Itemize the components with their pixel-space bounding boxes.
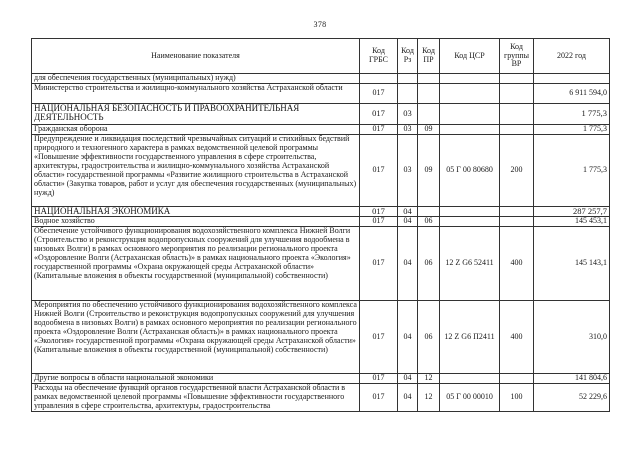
row-amount: 52 229,6 (534, 384, 610, 412)
row-name: Мероприятия по обеспечению устойчивого функционирования водохозяйственного комплекса Нижней Волги (Строительство и реконструкция водопропускных сооружений для улучшения водообмена в низовьях Волги) в рамках основного мероприятия по реализации регионального проекта «Оздоровление Волги (Астраханская область)» в рамках национального проекта «Экология» государственной программы «Охрана окружающей среды Астраханской области» (Капитальные вложения в объекты государственной (муниципальной) собственности) (32, 301, 360, 374)
row-vr (500, 206, 534, 217)
row-name: НАЦИОНАЛЬНАЯ ЭКОНОМИКА (32, 206, 360, 217)
row-pr (418, 83, 440, 103)
table-row (32, 124, 610, 134)
row-grbs (360, 74, 398, 84)
row-rz: 04 (398, 206, 418, 217)
row-csr: 05 Г 00 80680 (440, 134, 500, 206)
row-vr: 400 (500, 301, 534, 374)
row-csr (440, 217, 500, 227)
table-row (32, 217, 610, 227)
table-row (32, 74, 610, 84)
row-pr: 09 (418, 124, 440, 134)
row-name: Водное хозяйство (32, 217, 360, 227)
row-csr: 12 Z G6 П2411 (440, 301, 500, 374)
row-rz: 04 (398, 227, 418, 301)
row-amount: 145 143,1 (534, 227, 610, 301)
table-row (32, 227, 610, 301)
row-rz: 04 (398, 374, 418, 384)
budget-table (31, 38, 610, 412)
row-amount: 1 775,3 (534, 124, 610, 134)
header-year: 2022 год (534, 39, 610, 74)
row-amount: 141 804,6 (534, 374, 610, 384)
row-csr (440, 83, 500, 103)
row-vr: 100 (500, 384, 534, 412)
row-vr: 400 (500, 227, 534, 301)
row-csr (440, 374, 500, 384)
row-grbs: 017 (360, 227, 398, 301)
row-pr: 12 (418, 384, 440, 412)
table-row (32, 134, 610, 206)
header-name: Наименование показателя (32, 39, 360, 74)
row-name: Предупреждение и ликвидация последствий чрезвычайных ситуаций и стихийных бедствий природного и техногенного характера в рамках ведомственной целевой программы «Повышение эффективности государственного управления в сфере строительства, архитектуры, градостроительства и жилищно-коммунального хозяйства Астраханской области» государственной программы «Развитие жилищного строительства в Астраханской области» (Закупка товаров, работ и услуг для обеспечения государственных (муниципальных) нужд) (32, 134, 360, 206)
header-grbs: Код ГРБС (360, 39, 398, 74)
row-grbs: 017 (360, 103, 398, 124)
row-csr (440, 206, 500, 217)
row-csr (440, 103, 500, 124)
row-vr (500, 103, 534, 124)
row-name: Расходы на обеспечение функций органов государственной власти Астраханской области в рамках ведомственной целевой программы «Повышение эффективности государственного управления в сфере строительства, архитектуры, градостроительства (32, 384, 360, 412)
row-pr: 09 (418, 134, 440, 206)
row-grbs: 017 (360, 374, 398, 384)
row-grbs: 017 (360, 83, 398, 103)
row-name: НАЦИОНАЛЬНАЯ БЕЗОПАСНОСТЬ И ПРАВООХРАНИТЕЛЬНАЯ ДЕЯТЕЛЬНОСТЬ (32, 103, 360, 124)
row-name: Гражданская оборона (32, 124, 360, 134)
row-rz: 04 (398, 301, 418, 374)
header-vr: Код группы ВР (500, 39, 534, 74)
row-rz: 03 (398, 124, 418, 134)
row-vr (500, 374, 534, 384)
row-pr: 06 (418, 217, 440, 227)
row-pr: 06 (418, 301, 440, 374)
row-rz (398, 83, 418, 103)
table-header (32, 39, 610, 74)
row-name: Министерство строительства и жилищно-коммунального хозяйства Астраханской области (32, 83, 360, 103)
table-row (32, 301, 610, 374)
header-pr: Код ПР (418, 39, 440, 74)
row-csr (440, 74, 500, 84)
row-pr: 06 (418, 227, 440, 301)
row-vr (500, 83, 534, 103)
row-amount (534, 74, 610, 84)
row-vr (500, 74, 534, 84)
header-rz: Код Рз (398, 39, 418, 74)
row-amount: 6 911 594,0 (534, 83, 610, 103)
row-rz: 04 (398, 384, 418, 412)
row-vr (500, 124, 534, 134)
row-grbs: 017 (360, 134, 398, 206)
row-pr: 12 (418, 374, 440, 384)
row-amount: 287 257,7 (534, 206, 610, 217)
row-csr: 12 Z G6 52411 (440, 227, 500, 301)
row-rz (398, 74, 418, 84)
row-name: Обеспечение устойчивого функционирования водохозяйственного комплекса Нижней Волги (Строительство и реконструкция водопропускных сооружений для улучшения водообмена в низовьях Волги) в рамках основного мероприятия по реализации регионального проекта «Оздоровление Волги (Астраханская область)» в рамках национального проекта «Экология» государственной программы «Охрана окружающей среды Астраханской области» (Капитальные вложения в объекты государственной (муниципальной) собственности) (32, 227, 360, 301)
row-name: Другие вопросы в области национальной экономики (32, 374, 360, 384)
row-grbs: 017 (360, 217, 398, 227)
row-amount: 310,0 (534, 301, 610, 374)
row-rz: 03 (398, 103, 418, 124)
row-vr: 200 (500, 134, 534, 206)
row-rz: 04 (398, 217, 418, 227)
row-grbs: 017 (360, 384, 398, 412)
row-vr (500, 217, 534, 227)
row-grbs: 017 (360, 124, 398, 134)
table-row (32, 206, 610, 217)
row-amount: 1 775,3 (534, 103, 610, 124)
row-pr (418, 103, 440, 124)
row-grbs: 017 (360, 206, 398, 217)
row-csr: 05 Г 00 00010 (440, 384, 500, 412)
row-rz: 03 (398, 134, 418, 206)
row-name: для обеспечения государственных (муниципальных) нужд) (32, 74, 360, 84)
page-number: 378 (313, 20, 327, 29)
row-grbs: 017 (360, 301, 398, 374)
row-csr (440, 124, 500, 134)
row-amount: 145 453,1 (534, 217, 610, 227)
table-row (32, 83, 610, 103)
row-pr (418, 74, 440, 84)
row-pr (418, 206, 440, 217)
row-amount: 1 775,3 (534, 134, 610, 206)
header-csr: Код ЦСР (440, 39, 500, 74)
table-row (32, 384, 610, 412)
table-row (32, 103, 610, 124)
table-row (32, 374, 610, 384)
